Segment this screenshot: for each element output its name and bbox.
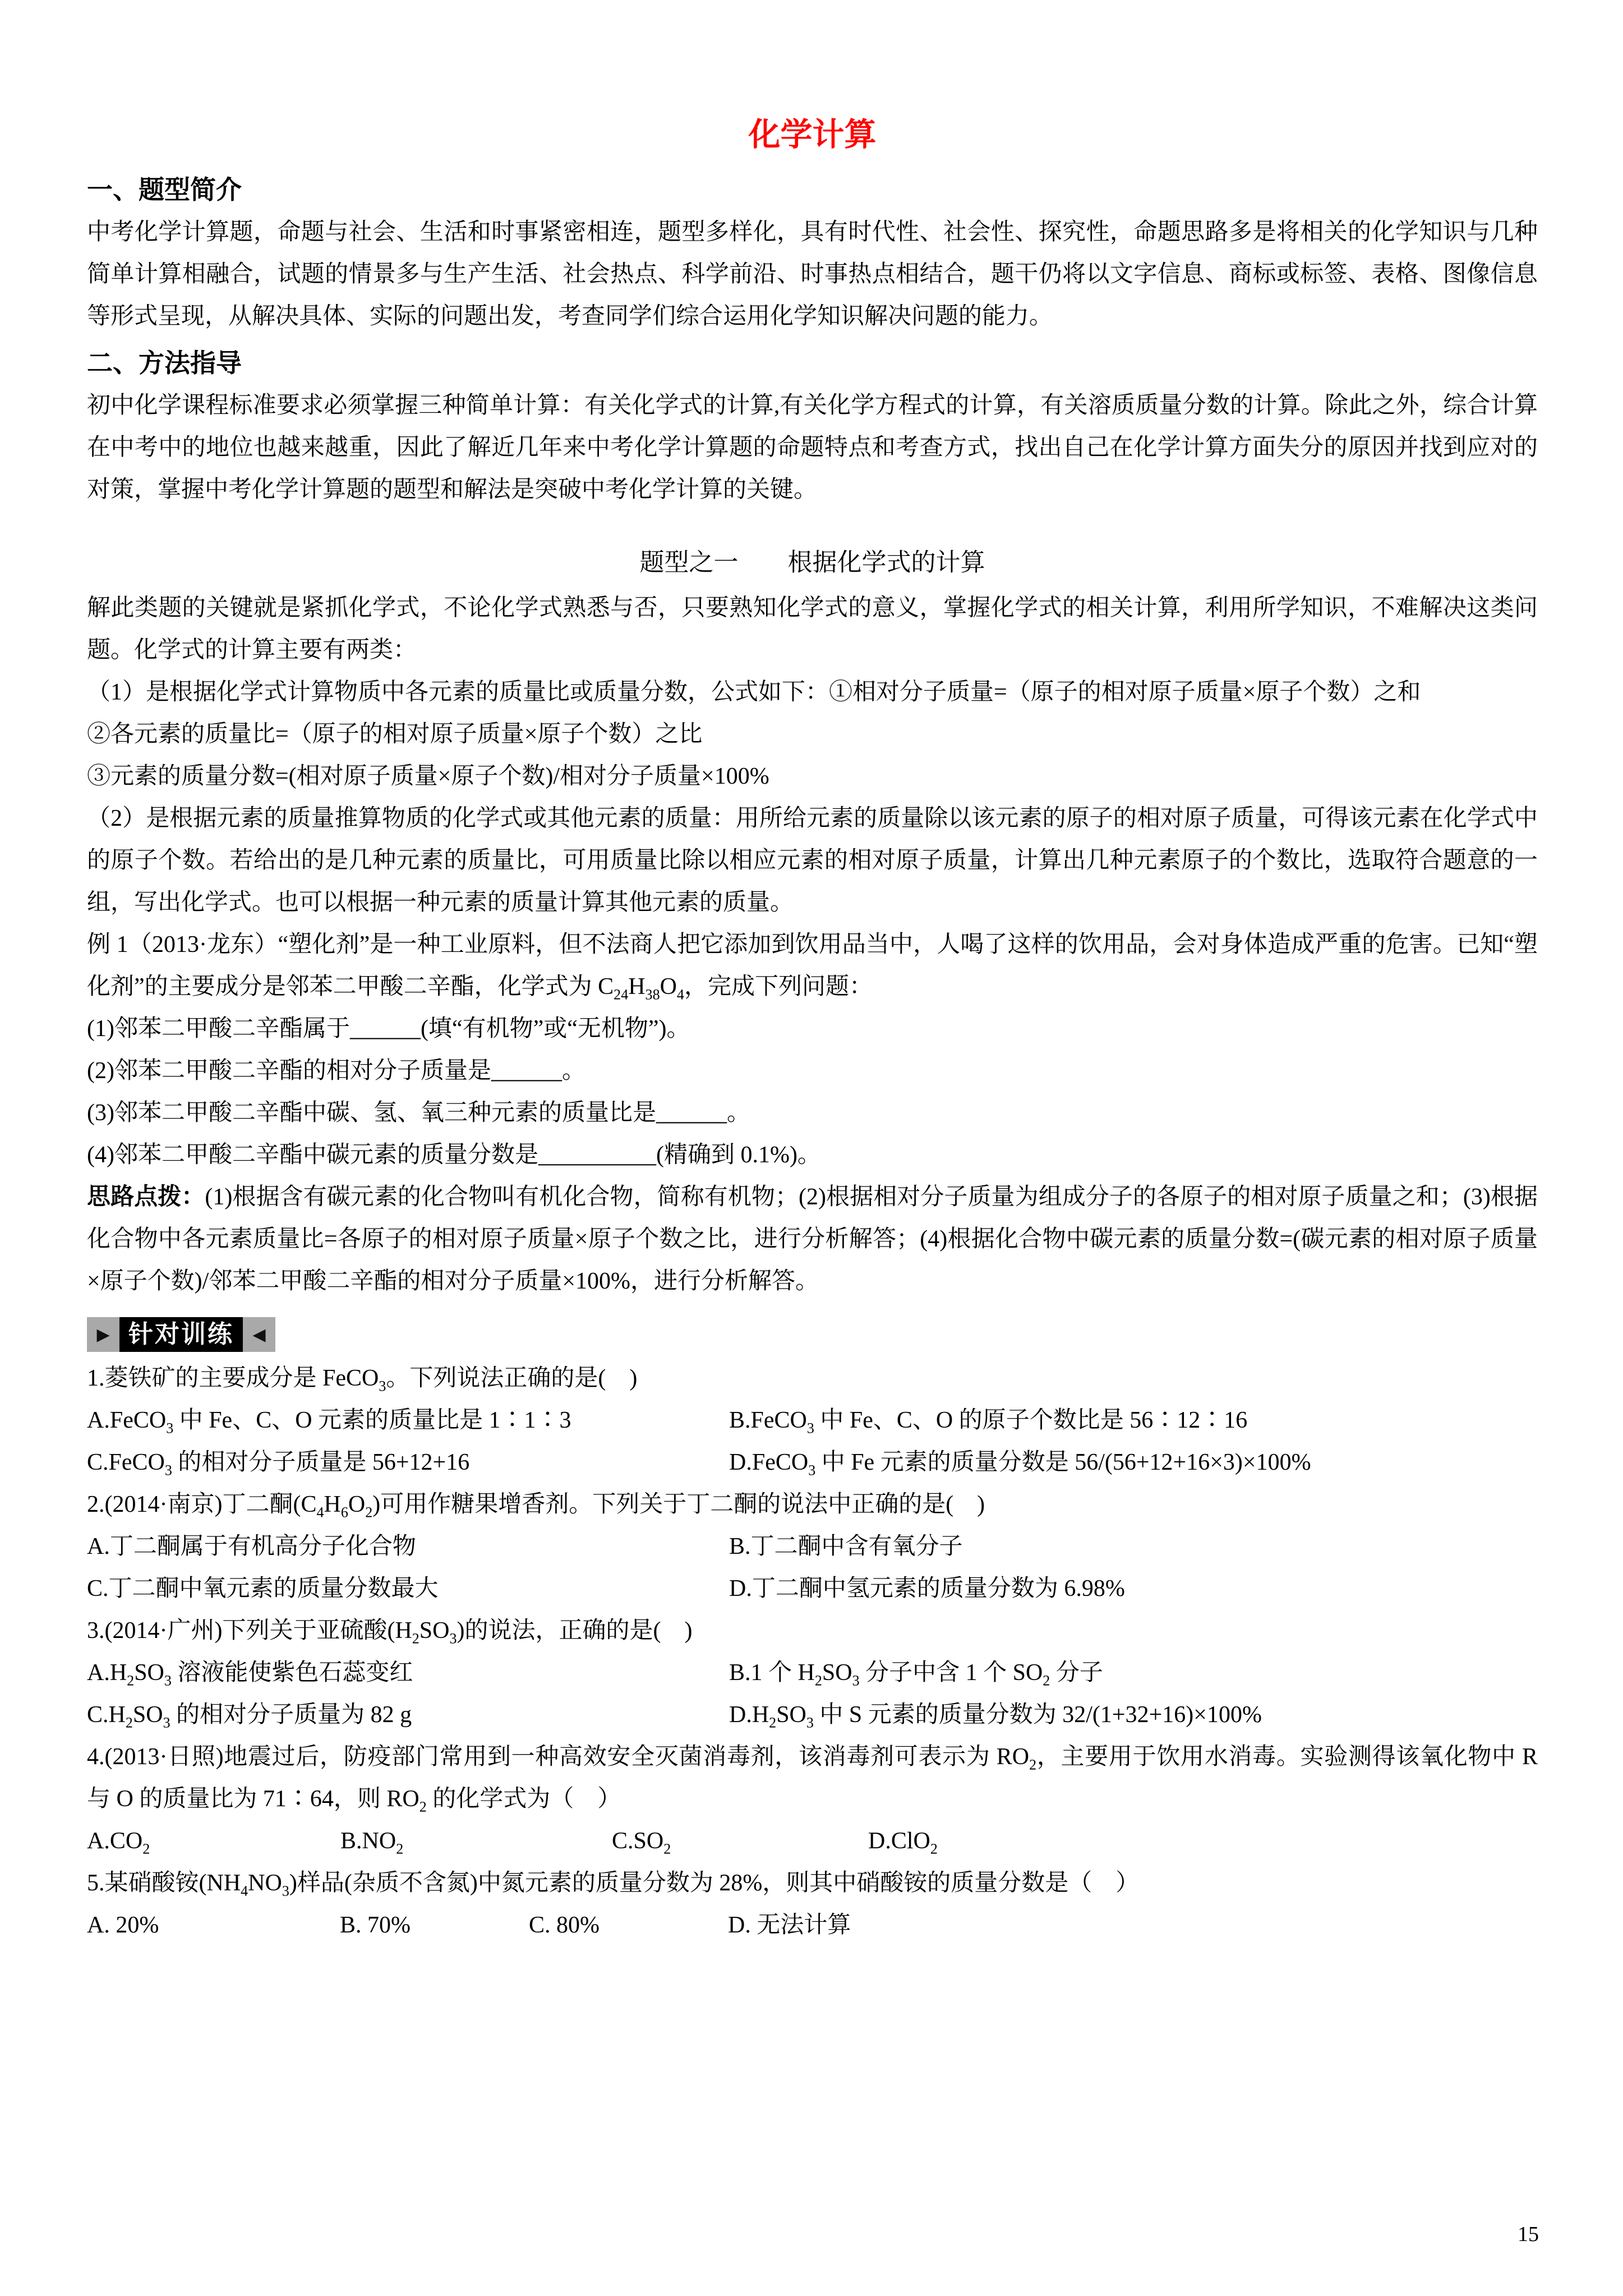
question-5-options-row [87, 1904, 1538, 1947]
option-b: B.FeCO$_3$ 中 Fe、C、O 的原子个数比是 56∶12∶16 [729, 1407, 1248, 1437]
question-4-options-row [87, 1820, 1538, 1862]
question-4-stem: 4.(2013·日照)地震过后，防疫部门常用到一种高效安全灭菌消毒剂，该消毒剂可表示为 $RO_2$，主要用于饮用水消毒。实验测得该氧化物中 R 与 O 的质量比为 71∶64，则 $RO_2$ 的化学式为（ ） [87, 1744, 1538, 1815]
option-c: $C.SO_2$ [612, 1828, 671, 1857]
question-1 [87, 1358, 1538, 1484]
option-a: A.FeCO$_3$ 中 Fe、C、O 元素的质量比是 1∶1∶3 [87, 1407, 571, 1437]
question-1-options-row-1 [87, 1400, 1538, 1442]
example1-item-1: (1)邻苯二甲酸二辛酯属于______(填“有机物”或“无机物”)。 [87, 1016, 690, 1042]
option-c: $C.H_2SO_3$ 的相对分子质量为 82 g [87, 1702, 412, 1731]
option-c: C.FeCO$_3$ 的相对分子质量是 56+12+16 [87, 1450, 470, 1479]
question-3-options-row-1 [87, 1652, 1538, 1694]
option-a: A.丁二酮属于有机高分子化合物 [87, 1534, 416, 1559]
option-d: D. 无法计算 [728, 1912, 851, 1938]
topic1-paragraph: 解此类题的关键就是紧抓化学式，不论化学式熟悉与否，只要熟知化学式的意义，掌握化学式的相关计算，利用所学知识，不难解决这类问题。化学式的计算主要有两类： [87, 595, 1538, 663]
option-a: $A.CO_2$ [87, 1828, 150, 1857]
option-c: C.丁二酮中氧元素的质量分数最大 [87, 1576, 439, 1602]
question-3-stem: 3.(2014·广州)下列关于亚硫酸$(H_2SO_3)$的说法，正确的是( ) [87, 1618, 693, 1647]
section-intro-body: 中考化学计算题，命题与社会、生活和时事紧密相连，题型多样化，具有时代性、社会性、探究性，命题思路多是将相关的化学知识与几种简单计算相融合，试题的情景多与生产生活、社会热点、科学前沿、时事热点相结合，题干仍将以文字信息、商标或标签、表格、图像信息等形式呈现，从解决具体、实际的问题出发，考查同学们综合运用化学知识解决问题的能力。 [87, 219, 1538, 329]
question-2-options-row-2 [87, 1568, 1538, 1610]
topic1-formula-3: ③元素的质量分数=(相对原子质量×原子个数)/相对分子质量×100% [87, 763, 769, 789]
topic1-heading: 题型之一 根据化学式的计算 [639, 549, 985, 576]
triangle-right-icon: ▶ [87, 1317, 119, 1352]
option-b: B.丁二酮中含有氧分子 [729, 1534, 963, 1559]
question-3 [87, 1610, 1538, 1736]
topic1-formula-1: （1）是根据化学式计算物质中各元素的质量比或质量分数，公式如下：①相对分子质量=（原子的相对原子质量×原子个数）之和 [87, 679, 1421, 705]
section-intro-heading: 一、题型简介 [87, 176, 242, 204]
option-d: D.丁二酮中氢元素的质量分数为 6.98% [729, 1576, 1125, 1602]
question-1-stem: 1.菱铁矿的主要成分是 FeCO$_3$。下列说法正确的是( ) [87, 1365, 638, 1395]
question-5-stem: 5.某硝酸铵$(NH_4NO_3)$样品(杂质不含氮)中氮元素的质量分数为 28%，则其中硝酸铵的质量分数是（ ） [87, 1870, 1140, 1899]
option-b: B.1 个 $H_2SO_3$ 分子中含 1 个 $SO_2$ 分子 [729, 1660, 1103, 1689]
question-2-options-row-1 [87, 1526, 1538, 1568]
page-title: 化学计算 [748, 117, 877, 153]
option-d: D.FeCO$_3$ 中 Fe 元素的质量分数是 56/(56+12+16×3)×100% [729, 1450, 1311, 1479]
page-number: 15 [1518, 2223, 1539, 2246]
question-5 [87, 1862, 1538, 1947]
option-b: $B.NO_2$ [340, 1828, 404, 1857]
hint-text: (1)根据含有碳元素的化合物叫有机化合物，简称有机物；(2)根据相对分子质量为组成分子的各原子的相对原子质量之和；(3)根据化合物中各元素质量比=各原子的相对原子质量×原子个数之比，进行分析解答；(4)根据化合物中碳元素的质量分数=(碳元素的相对原子质量×原子个数)/邻苯二甲酸二辛酯的相对分子质量×100%，进行分析解答。 [87, 1184, 1538, 1294]
example1-hint [87, 1176, 1538, 1303]
example1-item-4: (4)邻苯二甲酸二辛酯中碳元素的质量分数是__________(精确到 0.1%)。 [87, 1142, 821, 1168]
question-1-options-row-2 [87, 1442, 1538, 1484]
option-c: C. 80% [529, 1912, 600, 1938]
question-3-options-row-2 [87, 1694, 1538, 1736]
triangle-left-icon: ◀ [243, 1317, 275, 1352]
example1-intro: 例 1（2013·龙东）“塑化剂”是一种工业原料，但不法商人把它添加到饮用品当中，人喝了这样的饮用品，会对身体造成严重的危害。已知“塑化剂”的主要成分是邻苯二甲酸二辛酯，化学式为 $C_{24}H_{38}O_4$，完成下列问题： [87, 932, 1538, 1003]
option-b: B. 70% [340, 1912, 411, 1938]
topic1-formula-2: ②各元素的质量比=（原子的相对原子质量×原子个数）之比 [87, 721, 703, 747]
training-badge-label: 针对训练 [119, 1317, 243, 1352]
section-method-heading: 二、方法指导 [87, 349, 242, 378]
option-d: D.ClO$_2$ [868, 1828, 938, 1857]
option-a: A. 20% [87, 1912, 159, 1938]
section-method-body: 初中化学课程标准要求必须掌握三种简单计算：有关化学式的计算,有关化学方程式的计算，有关溶质质量分数的计算。除此之外，综合计算在中考中的地位也越来越重，因此了解近几年来中考化学计算题的命题特点和考查方式，找出自己在化学计算方面失分的原因并找到应对的对策，掌握中考化学计算题的题型和解法是突破中考化学计算的关键。 [87, 393, 1538, 503]
training-badge [87, 1317, 275, 1352]
question-2 [87, 1484, 1538, 1610]
example1-item-3: (3)邻苯二甲酸二辛酯中碳、氢、氧三种元素的质量比是______。 [87, 1100, 750, 1126]
option-a: $A.H_2SO_3$ 溶液能使紫色石蕊变红 [87, 1660, 413, 1689]
hint-label: 思路点拨： [87, 1184, 205, 1210]
option-d: $D.H_2SO_3$ 中 S 元素的质量分数为 32/(1+32+16)×100% [729, 1702, 1262, 1731]
topic1-paragraph-2: （2）是根据元素的质量推算物质的化学式或其他元素的质量：用所给元素的质量除以该元素的原子的相对原子质量，可得该元素在化学式中的原子个数。若给出的是几种元素的质量比，可用质量比除以相应元素的相对原子质量，计算出几种元素原子的个数比，选取符合题意的一组，写出化学式。也可以根据一种元素的质量计算其他元素的质量。 [87, 806, 1538, 915]
question-2-stem: 2.(2014·南京)丁二酮$(C_4H_6O_2)$可用作糖果增香剂。下列关于丁二酮的说法中正确的是( ) [87, 1492, 985, 1521]
example1-item-2: (2)邻苯二甲酸二辛酯的相对分子质量是______。 [87, 1058, 585, 1084]
question-4 [87, 1736, 1538, 1862]
